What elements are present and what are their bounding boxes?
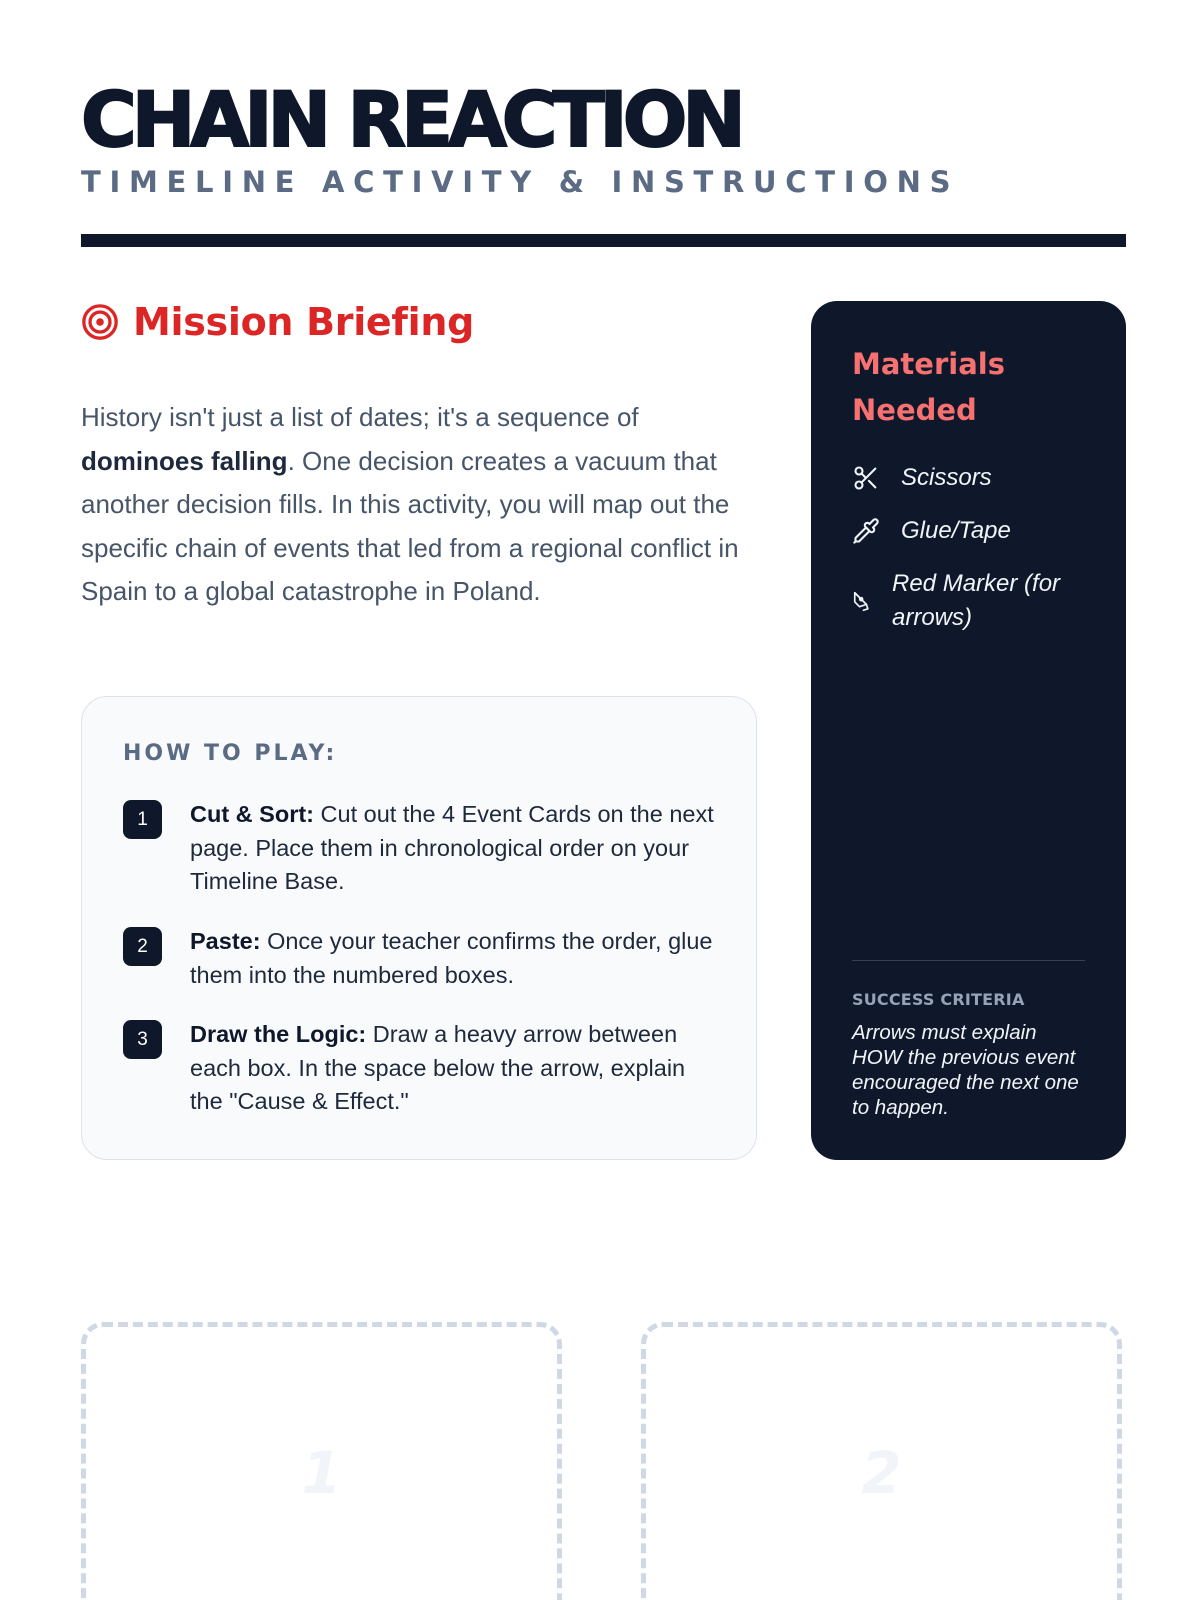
worksheet-page [81,0,1126,1600]
step-item [123,798,723,899]
criteria-divider [852,960,1085,961]
page-subtitle: TIMELINE ACTIVITY & INSTRUCTIONS [81,165,960,199]
intro-text-start: History isn't just a list of dates; it's a sequence of [81,402,639,432]
step-number-badge: 2 [123,927,162,966]
timeline-slot[interactable] [81,1322,562,1600]
step-item [123,925,723,992]
step-heading: Draw the Logic: [190,1021,367,1047]
step-text [190,1018,723,1119]
materials-panel [811,301,1126,1160]
step-heading: Paste: [190,928,261,954]
step-number-badge: 3 [123,1020,162,1059]
mission-heading [81,300,474,344]
material-item [852,461,992,495]
slot-number: 2 [861,1439,902,1507]
how-to-play-card [81,696,757,1160]
mission-title: Mission Briefing [133,300,475,344]
material-label: Glue/Tape [901,517,1011,544]
material-item [852,514,1011,548]
header-divider [81,234,1126,247]
material-label: Scissors [901,464,992,491]
step-number-badge: 1 [123,800,162,839]
pen-icon [852,590,874,612]
mission-intro [81,396,741,614]
material-label: Red Marker (for arrows) [892,570,1061,631]
success-criteria-text: Arrows must explain HOW the previous event encouraged the next one to happen. [852,1021,1079,1119]
step-text [190,925,723,992]
step-text [190,798,723,899]
step-item [123,1018,723,1119]
step-heading: Cut & Sort: [190,801,315,827]
intro-text-end: . One decision creates a vacuum that another decision fills. In this activity, you will map out the specific chain of events that led from a regional conflict in Spain to a global catastrophe in Poland. [81,445,739,606]
slot-number: 1 [301,1439,342,1507]
timeline-slot[interactable] [641,1322,1122,1600]
target-icon [81,303,119,341]
material-item [852,567,1082,635]
page-title: CHAIN REACTION [81,75,741,164]
scissors-icon [852,464,880,492]
materials-title: Materials Needed [852,347,1005,427]
success-criteria-label: SUCCESS CRITERIA [852,990,1025,1009]
intro-emphasis: dominoes falling [81,445,288,476]
step-body: Draw a heavy arrow between each box. In the space below the arrow, explain the "Cause & Effect." [190,1021,686,1114]
how-to-play-label: HOW TO PLAY: [123,741,338,766]
step-body: Cut out the 4 Event Cards on the next page. Place them in chronological order on your Timeline Base. [190,801,714,894]
step-body: Once your teacher confirms the order, glue them into the numbered boxes. [190,928,713,988]
pipette-icon [852,517,880,545]
